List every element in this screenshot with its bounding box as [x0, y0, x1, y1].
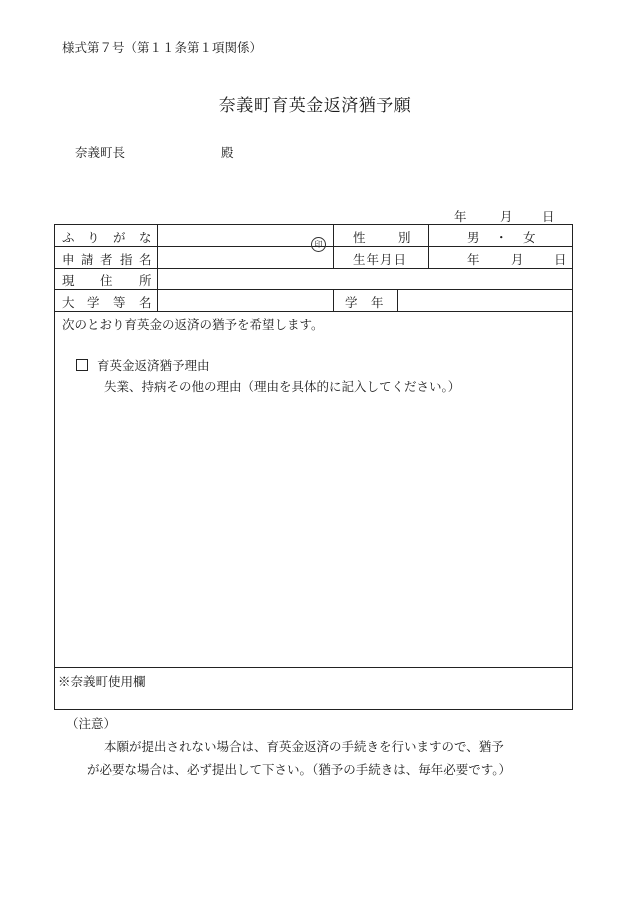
- university-char-3: 等: [113, 295, 126, 310]
- gender-value-divider: [428, 224, 429, 268]
- applicant-name-char-2: 請: [81, 252, 94, 267]
- form-number: 様式第７号（第１１条第１項関係）: [62, 40, 263, 55]
- furigana-char-3: が: [113, 230, 126, 245]
- town-use-label: ※奈義町使用欄: [58, 674, 146, 689]
- birthdate-month-label: 月: [511, 252, 524, 267]
- grade-label-char-2: 年: [371, 295, 384, 310]
- birthdate-year-label: 年: [467, 252, 480, 267]
- applicant-name-char-1: 申: [62, 252, 75, 267]
- applicant-name-char-4: 指: [120, 252, 133, 267]
- furigana-char-1: ふ: [62, 230, 75, 245]
- date-month-label: 月: [500, 209, 513, 224]
- reason-input-area[interactable]: [55, 395, 572, 665]
- reason-label: 育英金返済猶予理由: [97, 358, 210, 373]
- addressee: 奈義町長: [75, 145, 126, 160]
- university-field[interactable]: [158, 290, 332, 310]
- grade-label-char-1: 学: [345, 295, 358, 310]
- honorific: 殿: [221, 145, 234, 160]
- address-char-3: 所: [139, 273, 152, 288]
- address-char-2: 住: [100, 273, 113, 288]
- university-char-1: 大: [62, 295, 75, 310]
- notes-line-2: が必要な場合は、必ず提出して下さい。（猶予の手続きは、毎年必要です。）: [87, 762, 512, 777]
- row-divider-4: [54, 311, 573, 312]
- notes-heading: （注意）: [66, 716, 117, 731]
- grade-field[interactable]: [398, 290, 572, 310]
- birthdate-label: 生年月日: [353, 252, 408, 267]
- document-title: 奈義町育英金返済猶予願: [218, 96, 412, 116]
- applicant-name-char-5: 名: [139, 252, 152, 267]
- request-statement: 次のとおり育英金の返済の猶予を希望します。: [62, 317, 324, 332]
- date-year-label: 年: [454, 209, 467, 224]
- reason-detail: 失業、持病その他の理由（理由を具体的に記入してください。）: [104, 379, 461, 394]
- furigana-char-2: り: [87, 230, 100, 245]
- university-char-4: 名: [139, 295, 152, 310]
- applicant-name-field[interactable]: [158, 225, 332, 267]
- address-char-1: 現: [62, 273, 75, 288]
- address-field[interactable]: [158, 269, 572, 288]
- notes-line-1: 本願が提出されない場合は、育英金返済の手続きを行いますので、猶予: [104, 739, 504, 754]
- gender-female[interactable]: 女: [523, 230, 536, 245]
- gender-birth-divider: [333, 246, 573, 247]
- gender-separator: ・: [495, 230, 508, 245]
- seal-mark-icon: 印: [311, 237, 326, 252]
- date-day-label: 日: [542, 209, 555, 224]
- furigana-char-4: な: [139, 230, 152, 245]
- row-divider-5: [54, 667, 573, 668]
- reason-checkbox[interactable]: [76, 359, 88, 371]
- gender-male[interactable]: 男: [467, 230, 480, 245]
- applicant-name-char-3: 者: [100, 252, 113, 267]
- gender-label-char-1: 性: [353, 230, 366, 245]
- gender-label-char-2: 別: [398, 230, 411, 245]
- university-char-2: 学: [87, 295, 100, 310]
- grade-column-divider: [333, 289, 334, 311]
- birthdate-day-label: 日: [554, 252, 567, 267]
- name-column-divider: [333, 224, 334, 268]
